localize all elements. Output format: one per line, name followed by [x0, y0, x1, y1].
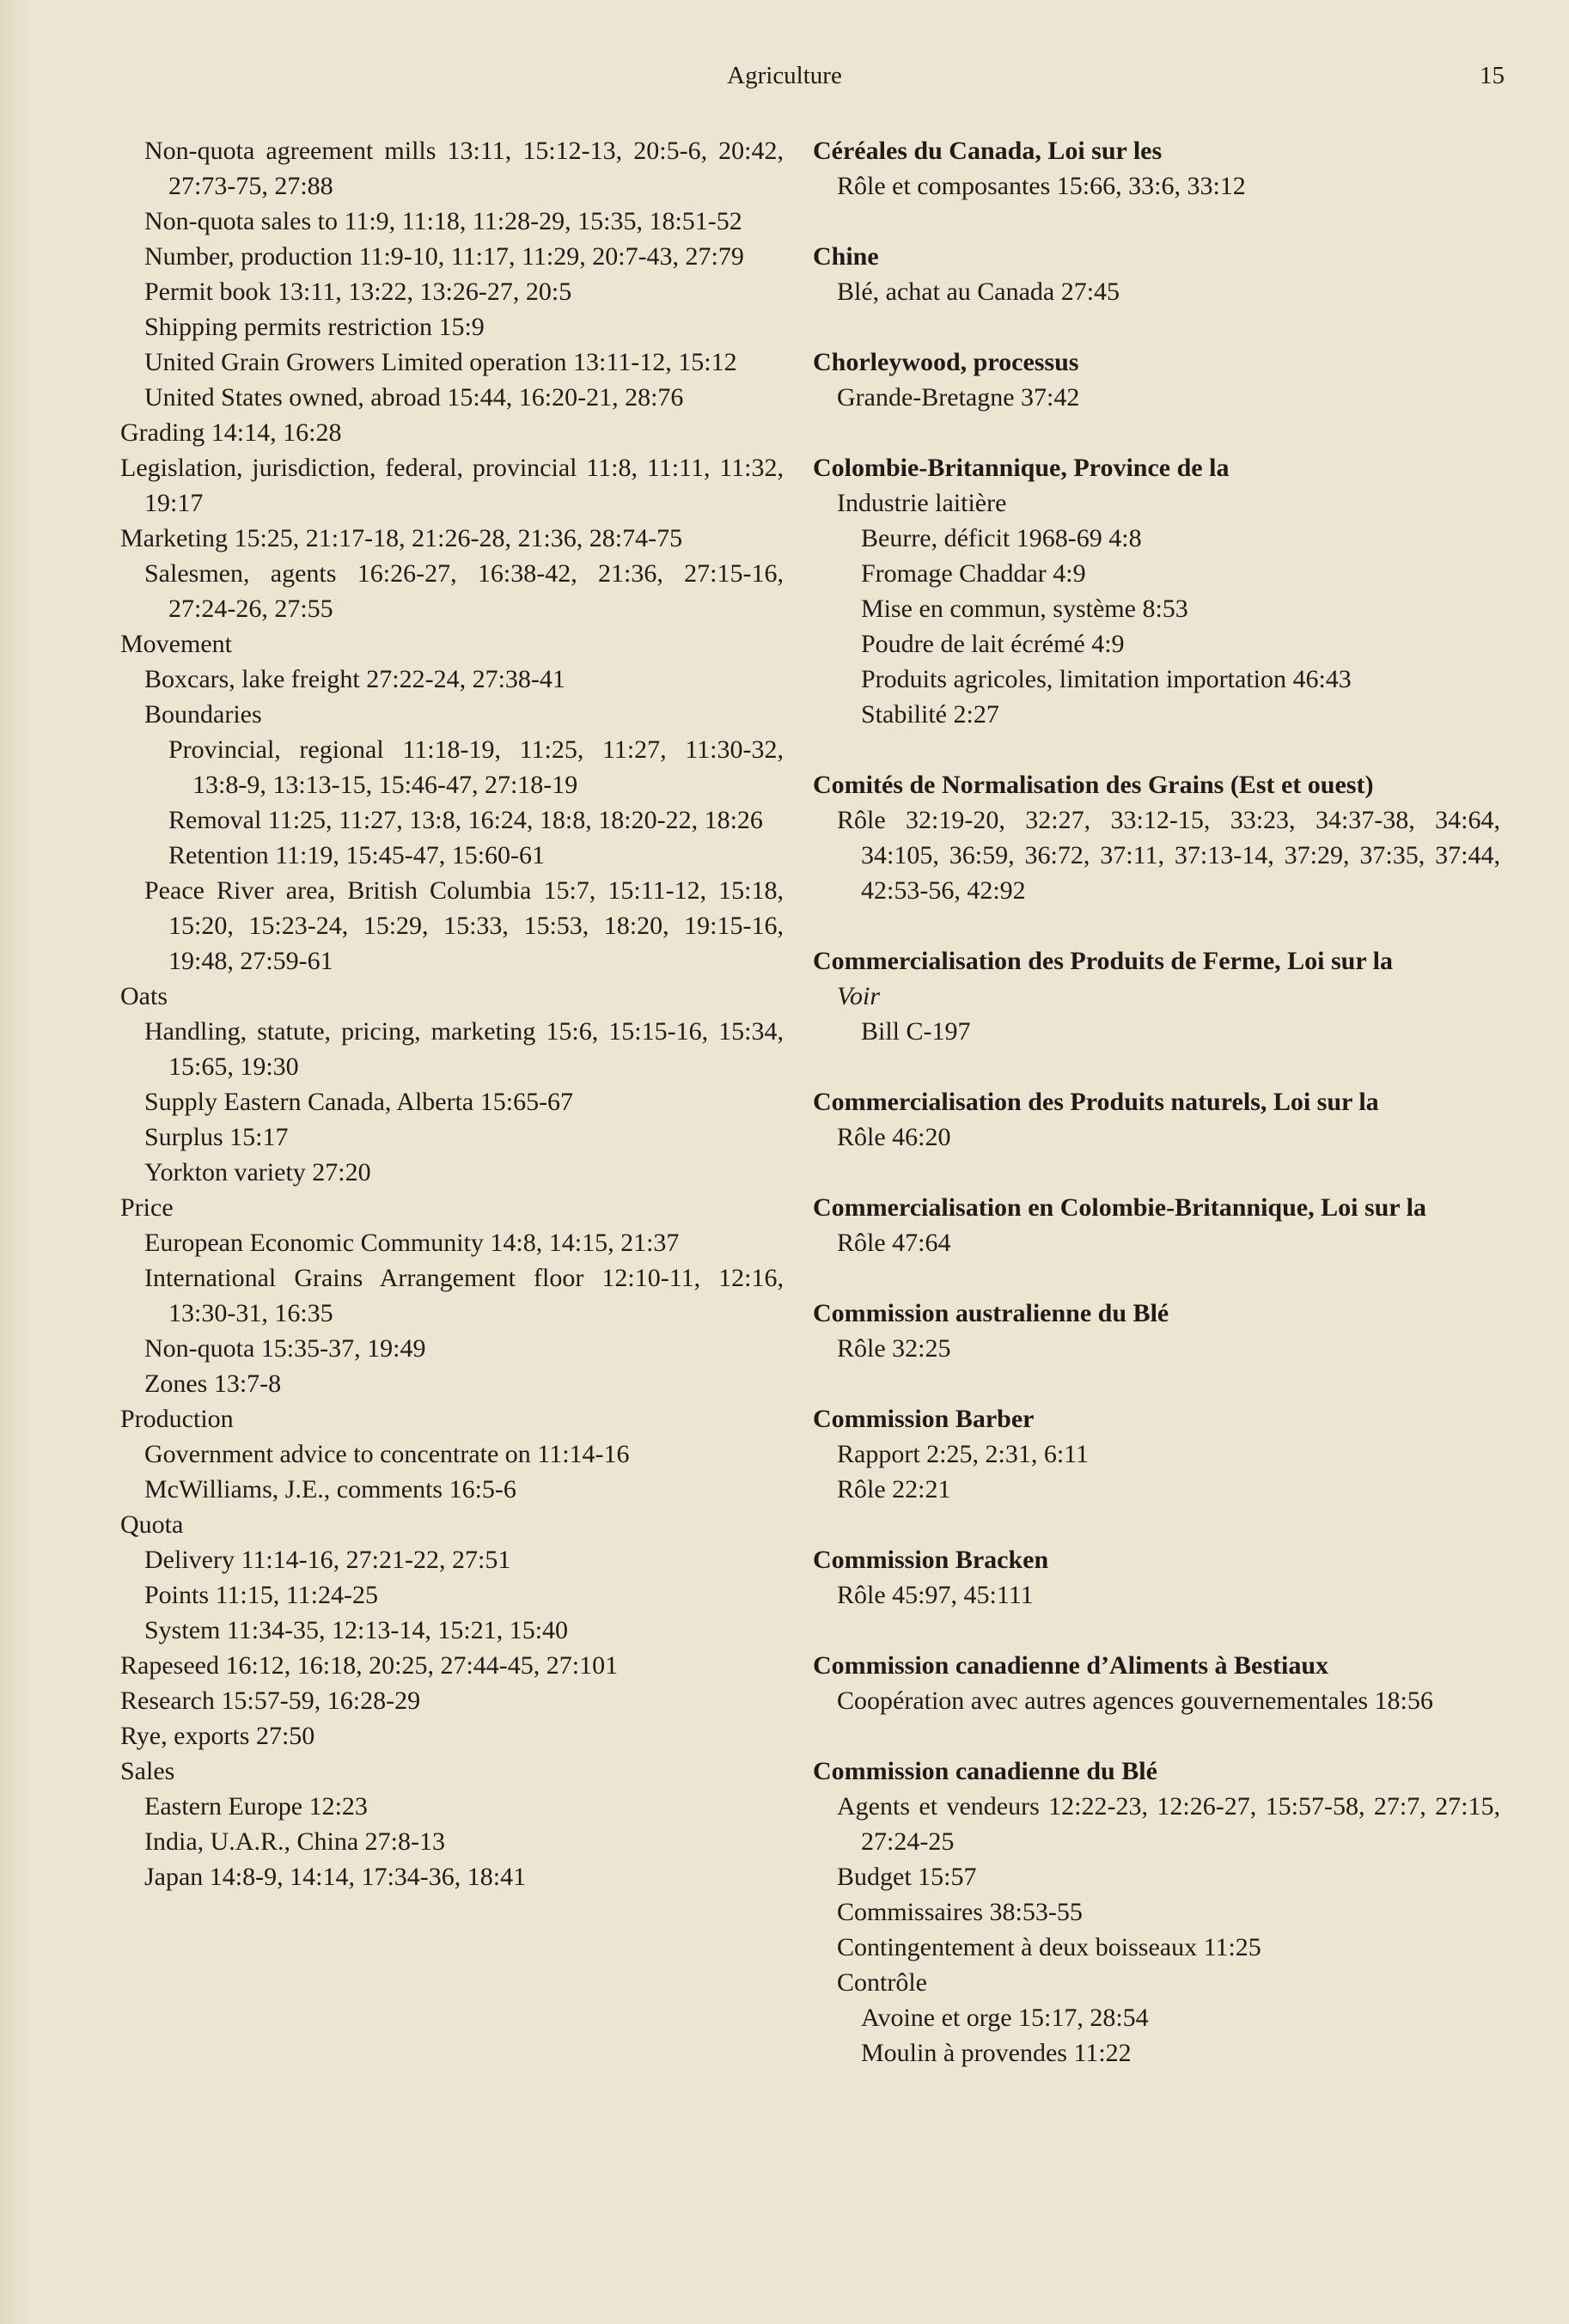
index-subentry: Blé, achat au Canada 27:45 [837, 278, 1120, 306]
index-subentry: Poudre de lait écrémé 4:9 [861, 630, 1125, 658]
index-entry: Sales [120, 1757, 175, 1785]
running-head: Agriculture [727, 62, 842, 89]
index-subentry: Moulin à provendes 11:22 [861, 2039, 1132, 2067]
index-subentry: Beurre, déficit 1968-69 4:8 [861, 524, 1142, 552]
index-subentry: Rôle 46:20 [837, 1123, 951, 1151]
index-subentry: Salesmen, agents 16:26-27, 16:38-42, 21:36, 27:15-16, 27:24-26, 27:55 [144, 559, 784, 623]
index-subentry: Eastern Europe 12:23 [144, 1792, 368, 1821]
index-subentry: Rôle 32:19-20, 32:27, 33:12-15, 33:23, 34:37-38, 34:64, 34:105, 36:59, 36:72, 37:11, 37:13-14, 37:29, 37:35, 37:44, 42:53-56, 42:92 [837, 806, 1500, 905]
index-subentry: Removal 11:25, 11:27, 13:8, 16:24, 18:8, 18:20-22, 18:26 [168, 806, 763, 834]
index-subentry: Rôle 32:25 [837, 1334, 951, 1363]
index-subentry: Number, production 11:9-10, 11:17, 11:29, 20:7-43, 27:79 [144, 242, 744, 271]
index-subentry: Budget 15:57 [837, 1863, 977, 1891]
index-subentry: Stabilité 2:27 [861, 700, 999, 729]
index-heading: Colombie-Britannique, Province de la [813, 454, 1230, 482]
index-subentry: United States owned, abroad 15:44, 16:20-21, 28:76 [144, 383, 684, 412]
index-subentry: Provincial, regional 11:18-19, 11:25, 11:27, 11:30-32, 13:8-9, 13:13-15, 15:46-47, 27:18-19 [168, 735, 784, 799]
index-subentry: Rôle et composantes 15:66, 33:6, 33:12 [837, 172, 1246, 200]
index-subentry: Fromage Chaddar 4:9 [861, 559, 1086, 588]
index-subentry: Industrie laitière [837, 489, 1007, 517]
index-entry: Legislation, jurisdiction, federal, provincial 11:8, 11:11, 11:32, 19:17 [120, 454, 784, 517]
index-subentry: Contrôle [837, 1968, 927, 1997]
index-subentry: United Grain Growers Limited operation 13:11-12, 15:12 [144, 348, 737, 376]
index-subentry: Government advice to concentrate on 11:14-16 [144, 1440, 630, 1468]
index-entry: Research 15:57-59, 16:28-29 [120, 1687, 421, 1715]
left-column [120, 133, 784, 1894]
index-subentry: Points 11:15, 11:24-25 [144, 1581, 378, 1609]
index-heading: Commission canadienne d’Aliments à Bestiaux [813, 1651, 1329, 1680]
page-number: 15 [1480, 62, 1505, 89]
index-subentry: Produits agricoles, limitation importation 46:43 [861, 665, 1352, 693]
index-subentry: Retention 11:19, 15:45-47, 15:60-61 [168, 841, 546, 869]
index-subentry: Peace River area, British Columbia 15:7, 15:11-12, 15:18, 15:20, 15:23-24, 15:29, 15:33, 15:53, 18:20, 19:15-16, 19:48, 27:59-61 [144, 876, 784, 975]
index-subentry: Non-quota 15:35-37, 19:49 [144, 1334, 426, 1363]
index-entry: Rapeseed 16:12, 16:18, 20:25, 27:44-45, 27:101 [120, 1651, 619, 1680]
index-subentry: Mise en commun, système 8:53 [861, 595, 1188, 623]
index-entry: Price [120, 1193, 174, 1222]
index-heading: Commission Barber [813, 1405, 1035, 1433]
index-subentry: McWilliams, J.E., comments 16:5-6 [144, 1475, 516, 1504]
right-column [813, 133, 1500, 2071]
index-entry: Oats [120, 982, 168, 1010]
index-subentry: Boundaries [144, 700, 262, 729]
index-subentry: Zones 13:7-8 [144, 1369, 282, 1398]
index-entry: Marketing 15:25, 21:17-18, 21:26-28, 21:36, 28:74-75 [120, 524, 683, 552]
index-heading: Commercialisation des Produits de Ferme, Loi sur la [813, 947, 1393, 975]
index-entry: Quota [120, 1510, 184, 1539]
index-subentry: Non-quota agreement mills 13:11, 15:12-13, 20:5-6, 20:42, 27:73-75, 27:88 [144, 137, 784, 200]
index-subentry: Boxcars, lake freight 27:22-24, 27:38-41 [144, 665, 565, 693]
index-subentry: Non-quota sales to 11:9, 11:18, 11:28-29, 15:35, 18:51-52 [144, 207, 742, 235]
index-heading: Chorleywood, processus [813, 348, 1079, 376]
index-subentry: System 11:34-35, 12:13-14, 15:21, 15:40 [144, 1616, 569, 1644]
index-heading: Commercialisation en Colombie-Britannique, Loi sur la [813, 1193, 1426, 1222]
index-subentry: European Economic Community 14:8, 14:15, 21:37 [144, 1229, 680, 1257]
index-subentry: Permit book 13:11, 13:22, 13:26-27, 20:5 [144, 278, 572, 306]
index-subentry: Bill C-197 [861, 1017, 971, 1046]
index-subentry: India, U.A.R., China 27:8-13 [144, 1827, 445, 1856]
index-heading: Commercialisation des Produits naturels, Loi sur la [813, 1088, 1379, 1116]
index-entry: Grading 14:14, 16:28 [120, 418, 342, 447]
index-heading: Céréales du Canada, Loi sur les [813, 137, 1163, 165]
index-heading: Commission australienne du Blé [813, 1299, 1169, 1327]
index-subentry: Grande-Bretagne 37:42 [837, 383, 1080, 412]
index-subentry: Handling, statute, pricing, marketing 15:6, 15:15-16, 15:34, 15:65, 19:30 [144, 1017, 784, 1081]
index-entry: Movement [120, 630, 232, 658]
index-subentry: International Grains Arrangement floor 12:10-11, 12:16, 13:30-31, 16:35 [144, 1264, 784, 1327]
index-subentry: Voir [837, 982, 881, 1010]
index-subentry: Agents et vendeurs 12:22-23, 12:26-27, 15:57-58, 27:7, 27:15, 27:24-25 [837, 1792, 1500, 1856]
index-heading: Commission canadienne du Blé [813, 1757, 1157, 1785]
index-heading: Chine [813, 242, 879, 271]
index-subentry: Rapport 2:25, 2:31, 6:11 [837, 1440, 1090, 1468]
index-subentry: Contingentement à deux boisseaux 11:25 [837, 1933, 1261, 1961]
index-subentry: Japan 14:8-9, 14:14, 17:34-36, 18:41 [144, 1863, 527, 1891]
index-subentry: Delivery 11:14-16, 27:21-22, 27:51 [144, 1546, 511, 1574]
index-subentry: Avoine et orge 15:17, 28:54 [861, 2004, 1149, 2032]
index-subentry: Shipping permits restriction 15:9 [144, 313, 485, 341]
index-subentry: Rôle 22:21 [837, 1475, 951, 1504]
index-subentry: Yorkton variety 27:20 [144, 1158, 371, 1186]
index-heading: Comités de Normalisation des Grains (Est et ouest) [813, 771, 1374, 799]
index-heading: Commission Bracken [813, 1546, 1049, 1574]
index-subentry: Rôle 47:64 [837, 1229, 951, 1257]
page-edge [0, 0, 29, 2324]
index-subentry: Commissaires 38:53-55 [837, 1898, 1083, 1926]
page-header [0, 62, 1569, 105]
index-subentry: Surplus 15:17 [144, 1123, 289, 1151]
index-subentry: Rôle 45:97, 45:111 [837, 1581, 1034, 1609]
index-subentry: Coopération avec autres agences gouvernementales 18:56 [837, 1687, 1433, 1715]
index-subentry: Supply Eastern Canada, Alberta 15:65-67 [144, 1088, 574, 1116]
index-entry: Production [120, 1405, 234, 1433]
index-entry: Rye, exports 27:50 [120, 1722, 315, 1750]
